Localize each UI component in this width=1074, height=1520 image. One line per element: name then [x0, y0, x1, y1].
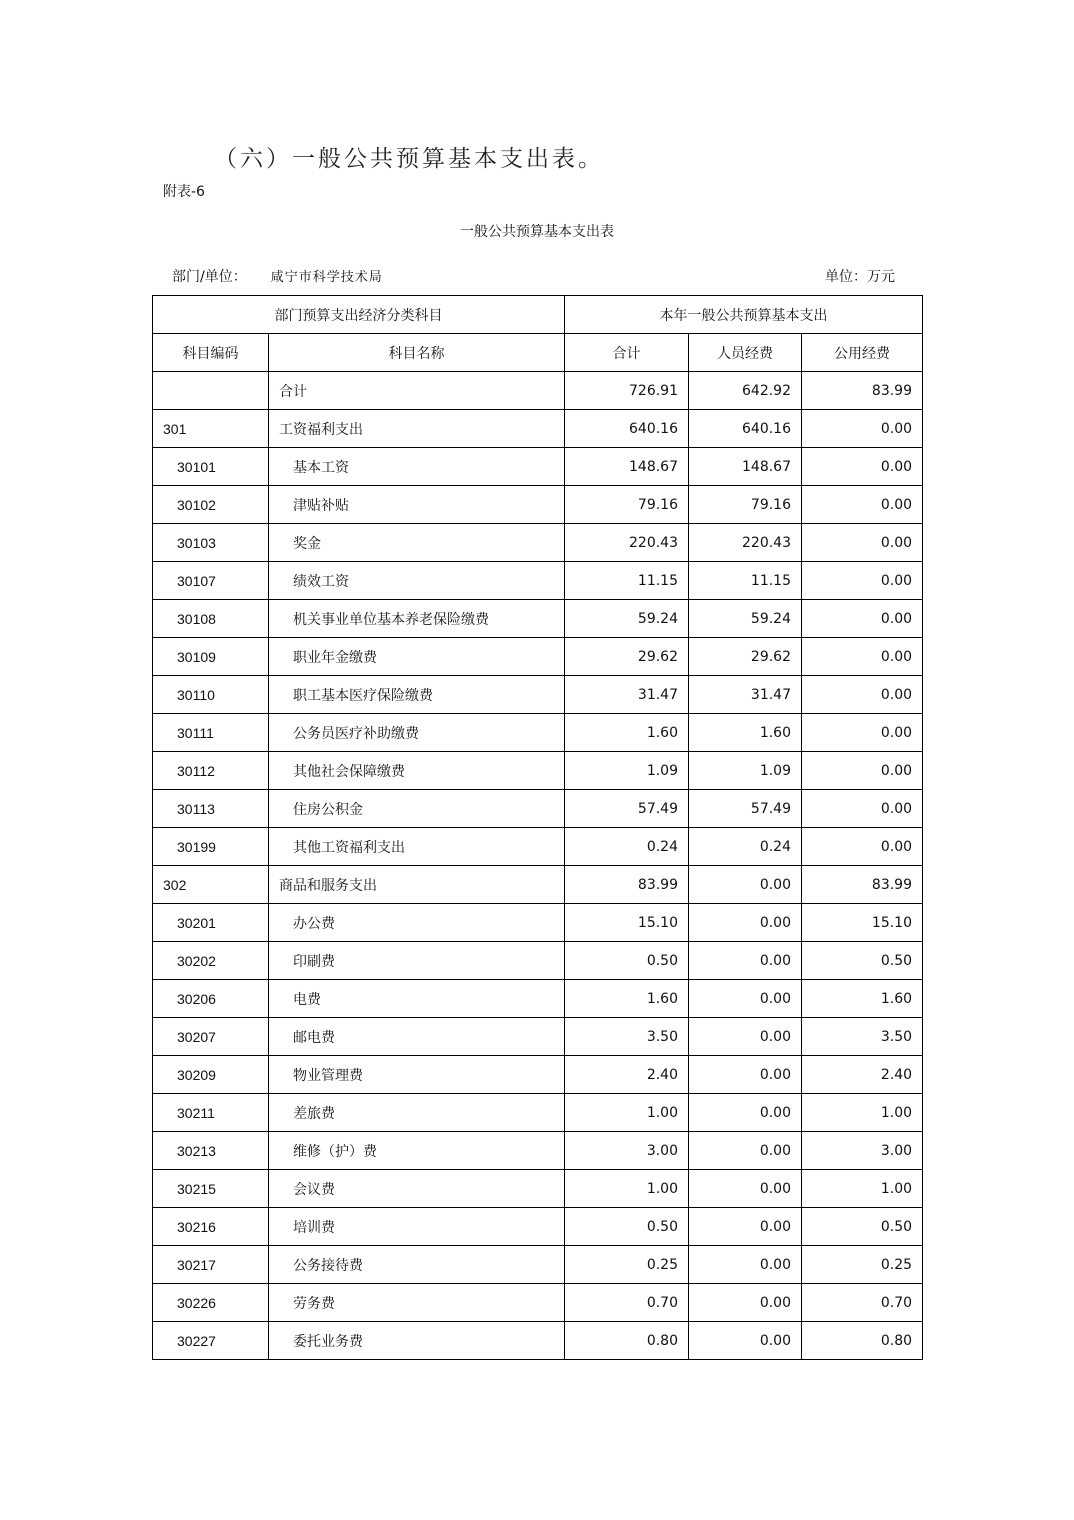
- table-row: [153, 1246, 923, 1284]
- row-code: 30226: [153, 1284, 269, 1322]
- row-name: 津贴补贴: [269, 486, 565, 524]
- table-row: [153, 1094, 923, 1132]
- row-code: 30112: [153, 752, 269, 790]
- row-total: 0.24: [565, 828, 689, 866]
- table-row: [153, 714, 923, 752]
- row-personnel: 0.00: [689, 1056, 802, 1094]
- row-code: 30227: [153, 1322, 269, 1360]
- row-code: 30108: [153, 600, 269, 638]
- row-public: 1.00: [802, 1094, 923, 1132]
- row-total: 0.50: [565, 1208, 689, 1246]
- row-total: 15.10: [565, 904, 689, 942]
- row-personnel: 11.15: [689, 562, 802, 600]
- table-row: [153, 980, 923, 1018]
- row-total: 148.67: [565, 448, 689, 486]
- table-row: [153, 1208, 923, 1246]
- row-total: 3.00: [565, 1132, 689, 1170]
- row-name: 职业年金缴费: [269, 638, 565, 676]
- table-row: [153, 562, 923, 600]
- row-name: 委托业务费: [269, 1322, 565, 1360]
- row-name: 电费: [269, 980, 565, 1018]
- row-total: 31.47: [565, 676, 689, 714]
- row-public: 0.00: [802, 410, 923, 448]
- row-name: 差旅费: [269, 1094, 565, 1132]
- row-total: 1.09: [565, 752, 689, 790]
- row-code: 301: [153, 410, 269, 448]
- row-name: 会议费: [269, 1170, 565, 1208]
- row-public: 2.40: [802, 1056, 923, 1094]
- row-code: 30216: [153, 1208, 269, 1246]
- row-personnel: 0.00: [689, 942, 802, 980]
- row-name: 其他工资福利支出: [269, 828, 565, 866]
- row-public: 0.70: [802, 1284, 923, 1322]
- row-code: [153, 372, 269, 410]
- header-expenditure-group: 本年一般公共预算基本支出: [565, 296, 923, 334]
- row-total: 1.00: [565, 1170, 689, 1208]
- table-title: 一般公共预算基本支出表: [460, 224, 614, 240]
- unit-label: 单位：万元: [825, 269, 895, 285]
- row-personnel: 0.00: [689, 1170, 802, 1208]
- row-code: 30102: [153, 486, 269, 524]
- row-public: 0.00: [802, 562, 923, 600]
- row-total: 29.62: [565, 638, 689, 676]
- table-row: [153, 1132, 923, 1170]
- table-row: [153, 524, 923, 562]
- department-name: 咸宁市科学技术局: [270, 270, 383, 285]
- table-row: [153, 828, 923, 866]
- table-row: [153, 1018, 923, 1056]
- table-row: [153, 942, 923, 980]
- table-row: [153, 904, 923, 942]
- table-row: [153, 1170, 923, 1208]
- row-personnel: 0.00: [689, 1018, 802, 1056]
- row-public: 1.00: [802, 1170, 923, 1208]
- row-code: 30211: [153, 1094, 269, 1132]
- department-line: [172, 266, 383, 286]
- row-personnel: 0.24: [689, 828, 802, 866]
- row-public: 0.00: [802, 524, 923, 562]
- row-total: 0.80: [565, 1322, 689, 1360]
- row-code: 30113: [153, 790, 269, 828]
- table-row: [153, 866, 923, 904]
- row-name: 职工基本医疗保险缴费: [269, 676, 565, 714]
- row-code: 30202: [153, 942, 269, 980]
- row-public: 83.99: [802, 866, 923, 904]
- row-public: 0.50: [802, 1208, 923, 1246]
- row-personnel: 220.43: [689, 524, 802, 562]
- row-name: 物业管理费: [269, 1056, 565, 1094]
- row-public: 0.00: [802, 676, 923, 714]
- row-name: 基本工资: [269, 448, 565, 486]
- header-total: 合计: [565, 334, 689, 372]
- row-code: 30215: [153, 1170, 269, 1208]
- row-name: 住房公积金: [269, 790, 565, 828]
- table-row: [153, 1284, 923, 1322]
- row-personnel: 0.00: [689, 1246, 802, 1284]
- department-label: 部门/单位：: [172, 269, 247, 285]
- row-code: 30217: [153, 1246, 269, 1284]
- row-name: 培训费: [269, 1208, 565, 1246]
- row-total: 11.15: [565, 562, 689, 600]
- row-name: 办公费: [269, 904, 565, 942]
- table-row: [153, 1056, 923, 1094]
- row-public: 0.00: [802, 790, 923, 828]
- row-total: 0.25: [565, 1246, 689, 1284]
- row-code: 30213: [153, 1132, 269, 1170]
- row-code: 30201: [153, 904, 269, 942]
- table-row: [153, 600, 923, 638]
- row-public: 83.99: [802, 372, 923, 410]
- header-code: 科目编码: [153, 334, 269, 372]
- row-personnel: 59.24: [689, 600, 802, 638]
- row-code: 30107: [153, 562, 269, 600]
- row-personnel: 31.47: [689, 676, 802, 714]
- row-code: 30199: [153, 828, 269, 866]
- header-personnel: 人员经费: [689, 334, 802, 372]
- row-total: 1.00: [565, 1094, 689, 1132]
- row-personnel: 640.16: [689, 410, 802, 448]
- row-total: 220.43: [565, 524, 689, 562]
- row-name: 商品和服务支出: [269, 866, 565, 904]
- row-personnel: 1.09: [689, 752, 802, 790]
- row-code: 30110: [153, 676, 269, 714]
- row-total: 726.91: [565, 372, 689, 410]
- row-name: 邮电费: [269, 1018, 565, 1056]
- row-public: 0.00: [802, 752, 923, 790]
- row-name: 合计: [269, 372, 565, 410]
- row-personnel: 642.92: [689, 372, 802, 410]
- row-code: 30109: [153, 638, 269, 676]
- table-row: [153, 448, 923, 486]
- row-personnel: 0.00: [689, 1094, 802, 1132]
- row-name: 绩效工资: [269, 562, 565, 600]
- header-public: 公用经费: [802, 334, 923, 372]
- row-code: 30206: [153, 980, 269, 1018]
- row-name: 公务接待费: [269, 1246, 565, 1284]
- row-total: 79.16: [565, 486, 689, 524]
- row-name: 印刷费: [269, 942, 565, 980]
- header-name: 科目名称: [269, 334, 565, 372]
- row-name: 奖金: [269, 524, 565, 562]
- table-body: [153, 372, 923, 1360]
- row-total: 1.60: [565, 714, 689, 752]
- row-public: 3.00: [802, 1132, 923, 1170]
- row-personnel: 0.00: [689, 866, 802, 904]
- row-name: 公务员医疗补助缴费: [269, 714, 565, 752]
- table-row: [153, 372, 923, 410]
- row-name: 其他社会保障缴费: [269, 752, 565, 790]
- header-classification-group: 部门预算支出经济分类科目: [153, 296, 565, 334]
- row-public: 0.80: [802, 1322, 923, 1360]
- row-name: 劳务费: [269, 1284, 565, 1322]
- table-row: [153, 486, 923, 524]
- row-personnel: 0.00: [689, 1132, 802, 1170]
- row-public: 0.00: [802, 714, 923, 752]
- table-row: [153, 638, 923, 676]
- row-name: 维修（护）费: [269, 1132, 565, 1170]
- appendix-label: 附表-6: [163, 184, 205, 200]
- table-row: [153, 676, 923, 714]
- row-personnel: 0.00: [689, 904, 802, 942]
- row-code: 30103: [153, 524, 269, 562]
- row-code: 30207: [153, 1018, 269, 1056]
- row-public: 0.00: [802, 828, 923, 866]
- header-column-row: [153, 334, 923, 372]
- table-row: [153, 790, 923, 828]
- budget-table: [152, 295, 923, 1360]
- row-total: 0.70: [565, 1284, 689, 1322]
- table-row: [153, 410, 923, 448]
- row-total: 57.49: [565, 790, 689, 828]
- row-public: 0.00: [802, 638, 923, 676]
- table-row: [153, 1322, 923, 1360]
- row-total: 0.50: [565, 942, 689, 980]
- row-total: 59.24: [565, 600, 689, 638]
- row-code: 30111: [153, 714, 269, 752]
- row-personnel: 0.00: [689, 1322, 802, 1360]
- row-personnel: 29.62: [689, 638, 802, 676]
- section-heading: （六）一般公共预算基本支出表。: [214, 146, 604, 172]
- row-personnel: 0.00: [689, 980, 802, 1018]
- row-public: 0.25: [802, 1246, 923, 1284]
- row-code: 30101: [153, 448, 269, 486]
- row-personnel: 0.00: [689, 1284, 802, 1322]
- row-public: 0.50: [802, 942, 923, 980]
- row-public: 1.60: [802, 980, 923, 1018]
- row-name: 工资福利支出: [269, 410, 565, 448]
- header-group-row: [153, 296, 923, 334]
- row-personnel: 79.16: [689, 486, 802, 524]
- row-personnel: 0.00: [689, 1208, 802, 1246]
- row-name: 机关事业单位基本养老保险缴费: [269, 600, 565, 638]
- row-code: 30209: [153, 1056, 269, 1094]
- row-code: 302: [153, 866, 269, 904]
- row-total: 640.16: [565, 410, 689, 448]
- row-personnel: 57.49: [689, 790, 802, 828]
- table-header: [153, 296, 923, 372]
- row-public: 0.00: [802, 486, 923, 524]
- row-public: 0.00: [802, 448, 923, 486]
- row-personnel: 148.67: [689, 448, 802, 486]
- row-public: 3.50: [802, 1018, 923, 1056]
- row-total: 3.50: [565, 1018, 689, 1056]
- row-public: 0.00: [802, 600, 923, 638]
- row-total: 1.60: [565, 980, 689, 1018]
- row-personnel: 1.60: [689, 714, 802, 752]
- row-total: 83.99: [565, 866, 689, 904]
- row-public: 15.10: [802, 904, 923, 942]
- row-total: 2.40: [565, 1056, 689, 1094]
- table-row: [153, 752, 923, 790]
